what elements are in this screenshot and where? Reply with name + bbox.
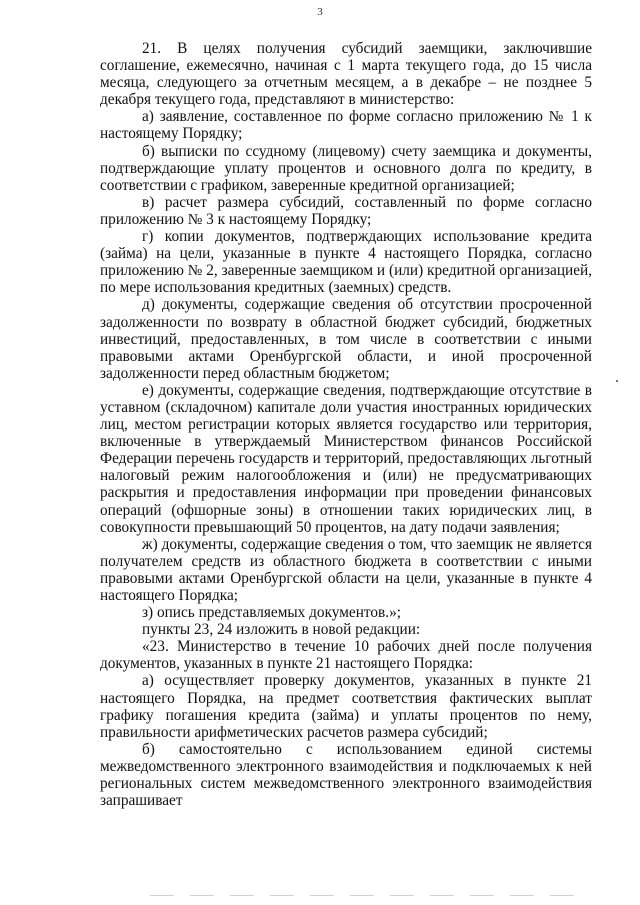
paragraph-item-z: з) опись представляемых документов.»; [142, 604, 401, 622]
paragraph-21-intro: 21. В целях получения субсидий заемщики, заключившие соглашение, ежемесячно, начиная с 1 марта текущего года, до 15 числа месяца, следующего за отчетным месяцем, а в декабре – не позднее 5 декабря текущего года, представляют в министерство: [100, 40, 592, 109]
scan-bottom-artifact [150, 895, 590, 896]
paragraph-item-a: а) заявление, составленное по форме согласно приложению № 1 к настоящему Порядку; [100, 108, 592, 143]
document-body [100, 40, 592, 809]
page-number: 3 [317, 6, 323, 18]
scan-edge-mark [616, 380, 618, 382]
paragraph-23-item-b: б) самостоятельно с использованием единой системы межведомственного электронного взаимодействия и подключаемых к ней региональных систем межведомственного электронного взаимодействия запрашивает [100, 740, 592, 810]
paragraph-item-d: д) документы, содержащие сведения об отсутствии просроченной задолженности по возврату в областной бюджет субсидий, бюджетных инвестиций, предоставленных, в том числе в соответствии с иными правовыми актами Оренбургской области, и иной просроченной задолженности перед областным бюджетом; [100, 296, 592, 382]
paragraph-item-zh: ж) документы, содержащие сведения о том, что заемщик не является получателем средств из областного бюджета в соответствии с иными правовыми актами Оренбургской области на цели, указанные в пункте 4 настоящего Порядка; [100, 535, 592, 604]
paragraph-23-intro: «23. Министерство в течение 10 рабочих дней после получения документов, указанных в пункте 21 настоящего Порядка: [100, 638, 592, 673]
paragraph-item-v: в) расчет размера субсидий, составленный по форме согласно приложению № 3 к настоящему Порядку; [100, 193, 592, 228]
paragraph-item-b: б) выписки по ссудному (лицевому) счету заемщика и документы, подтверждающие уплату процентов и основного долга по кредиту, в соответствии с графиком, заверенные кредитной организацией; [100, 142, 592, 194]
paragraph-item-g: г) копии документов, подтверждающих использование кредита (займа) на цели, указанные в пункте 4 настоящего Порядка, согласно приложению № 2, заверенные заемщиком и (или) кредитной организацией, по мере использования кредитных (заемных) средств. [100, 228, 592, 297]
paragraph-item-e: е) документы, содержащие сведения, подтверждающие отсутствие в уставном (складочном) капитале доли участия иностранных юридических лиц, местом регистрации которых является государство или территория, включенные в утверждаемый Министерством финансов Российской Федерации перечень государств и территорий, предоставляющих льготный налоговый режим налогообложения и (или) не предусматривающих раскрытия и предоставления информации при проведении финансовых операций (офшорные зоны) в отношении таких юридических лиц, в совокупности превышающий 50 процентов, на дату подачи заявления; [100, 381, 592, 536]
paragraph-amendment-note: пункты 23, 24 изложить в новой редакции: [142, 621, 421, 639]
paragraph-23-item-a: а) осуществляет проверку документов, указанных в пункте 21 настоящего Порядка, на предмет соответствия фактических выплат графику погашения кредита (займа) и уплаты процентов по нему, правильности арифметических расчетов размера субсидий; [100, 672, 592, 741]
